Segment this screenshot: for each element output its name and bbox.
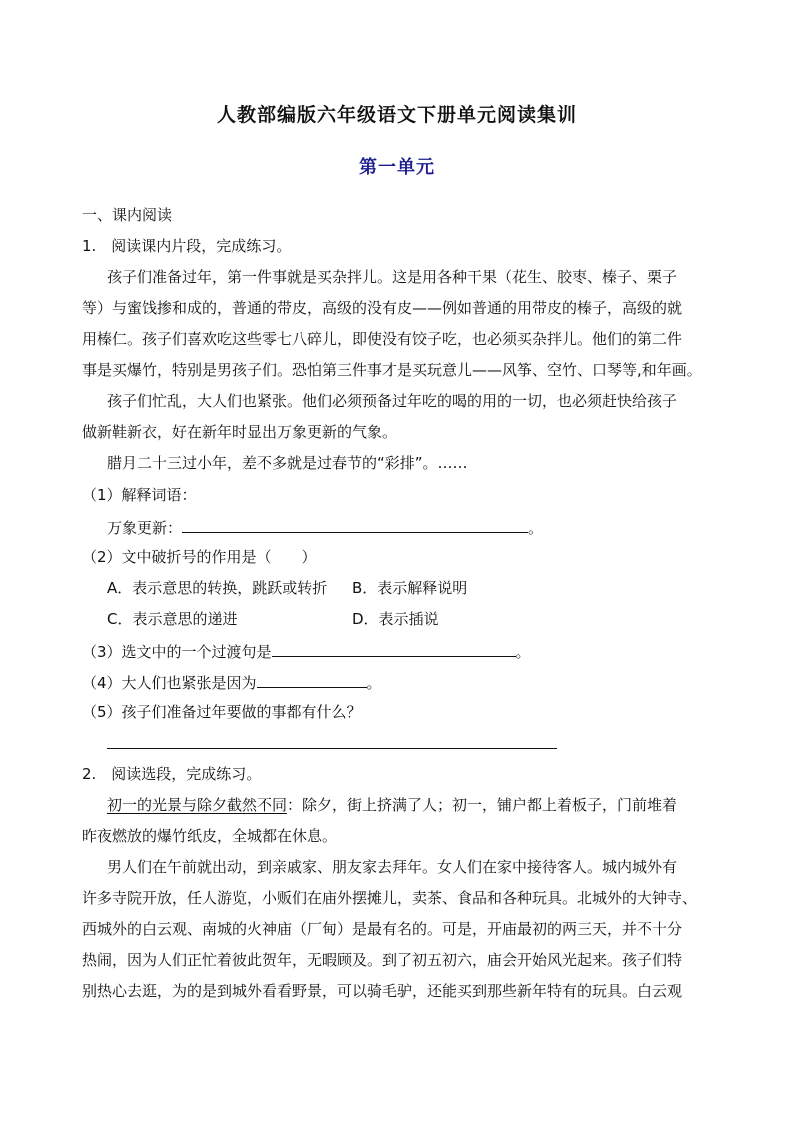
subquestion-2: （2）文中破折号的作用是（ ） (82, 548, 317, 566)
subquestion-1: （1）解释词语： (82, 486, 197, 504)
subquestion-3: （3）选文中的一个过渡句是 (82, 643, 272, 661)
passage-line: 等）与蜜饯掺和成的，普通的带皮，高级的没有皮——例如普通的用带皮的榛子，高级的就 (82, 299, 683, 317)
passage2-line: 西城外的白云观、南城的火神庙（厂甸）是最有名的。可是，开庙最初的两三天，并不十分 (82, 920, 683, 938)
unit-title: 第一单元 (359, 157, 435, 178)
section-heading: 一、课内阅读 (82, 206, 173, 224)
option-b[interactable]: B．表示解释说明 (352, 579, 468, 597)
subquestion-5: （5）孩子们准备过年要做的事都有什么？ (82, 703, 362, 721)
passage2-line: 昨夜燃放的爆竹纸皮，全城都在休息。 (82, 827, 338, 845)
answer-blank[interactable] (182, 516, 528, 533)
subquestion-4: （4）大人们也紧张是因为 (82, 674, 257, 692)
passage-line: 做新鞋新衣，好在新年时显出万象更新的气象。 (82, 423, 398, 441)
passage2-line: 男人们在午前就出动，到亲戚家、朋友家去拜年。女人们在家中接待客人。城内城外有 (107, 858, 678, 876)
subquestion-3-row (82, 640, 531, 662)
question-2-label: 2. 阅读选段，完成练习。 (82, 765, 262, 783)
option-d[interactable]: D．表示插说 (352, 610, 439, 628)
option-a[interactable]: A．表示意思的转换，跳跃或转折 (107, 579, 328, 597)
period: 。 (366, 674, 382, 692)
underlined-sentence: 初一的光景与除夕截然不同 (107, 796, 288, 814)
passage-line: 孩子们准备过年，第一件事就是买杂拌儿。这是用各种干果（花生、胶枣、榛子、栗子 (107, 268, 678, 286)
passage-line: 用榛仁。孩子们喜欢吃这些零七八碎儿，即使没有饺子吃，也必须买杂拌儿。他们的第二件 (82, 330, 683, 348)
passage-line: 事是买爆竹，特别是男孩子们。恐怕第三件事才是买玩意儿——风筝、空竹、口琴等,和年画。 (82, 361, 702, 379)
passage2-line: 别热心去逛，为的是到城外看看野景，可以骑毛驴，还能买到那些新年特有的玩具。白云观 (82, 982, 683, 1000)
term-label: 万象更新： (107, 519, 183, 537)
subquestion-1-term-row (107, 516, 543, 538)
answer-line[interactable] (107, 748, 557, 749)
period: 。 (528, 519, 544, 537)
passage-line: 孩子们忙乱，大人们也紧张。他们必须预备过年吃的喝的用的一切，也必须赶快给孩子 (107, 392, 678, 410)
subquestion-4-row (82, 671, 382, 693)
passage-line: 腊月二十三过小年，差不多就是过春节的“彩排”。…… (107, 454, 468, 472)
passage2-text: ：除夕，街上挤满了人；初一，铺户都上着板子，门前堆着 (287, 796, 678, 814)
passage2-line: 热闹，因为人们正忙着彼此贺年，无暇顾及。到了初五初六，庙会开始风光起来。孩子们特 (82, 951, 683, 969)
answer-blank[interactable] (257, 671, 367, 688)
passage2-line: 许多寺院开放，任人游览，小贩们在庙外摆摊儿，卖茶、食品和各种玩具。北城外的大钟寺、 (82, 889, 698, 907)
page-title: 人教部编版六年级语文下册单元阅读集训 (216, 104, 577, 126)
period: 。 (515, 643, 531, 661)
answer-blank[interactable] (272, 640, 516, 657)
question-1-label: 1. 阅读课内片段，完成练习。 (82, 237, 292, 255)
passage2-line (107, 795, 677, 815)
option-c[interactable]: C．表示意思的递进 (107, 610, 238, 628)
